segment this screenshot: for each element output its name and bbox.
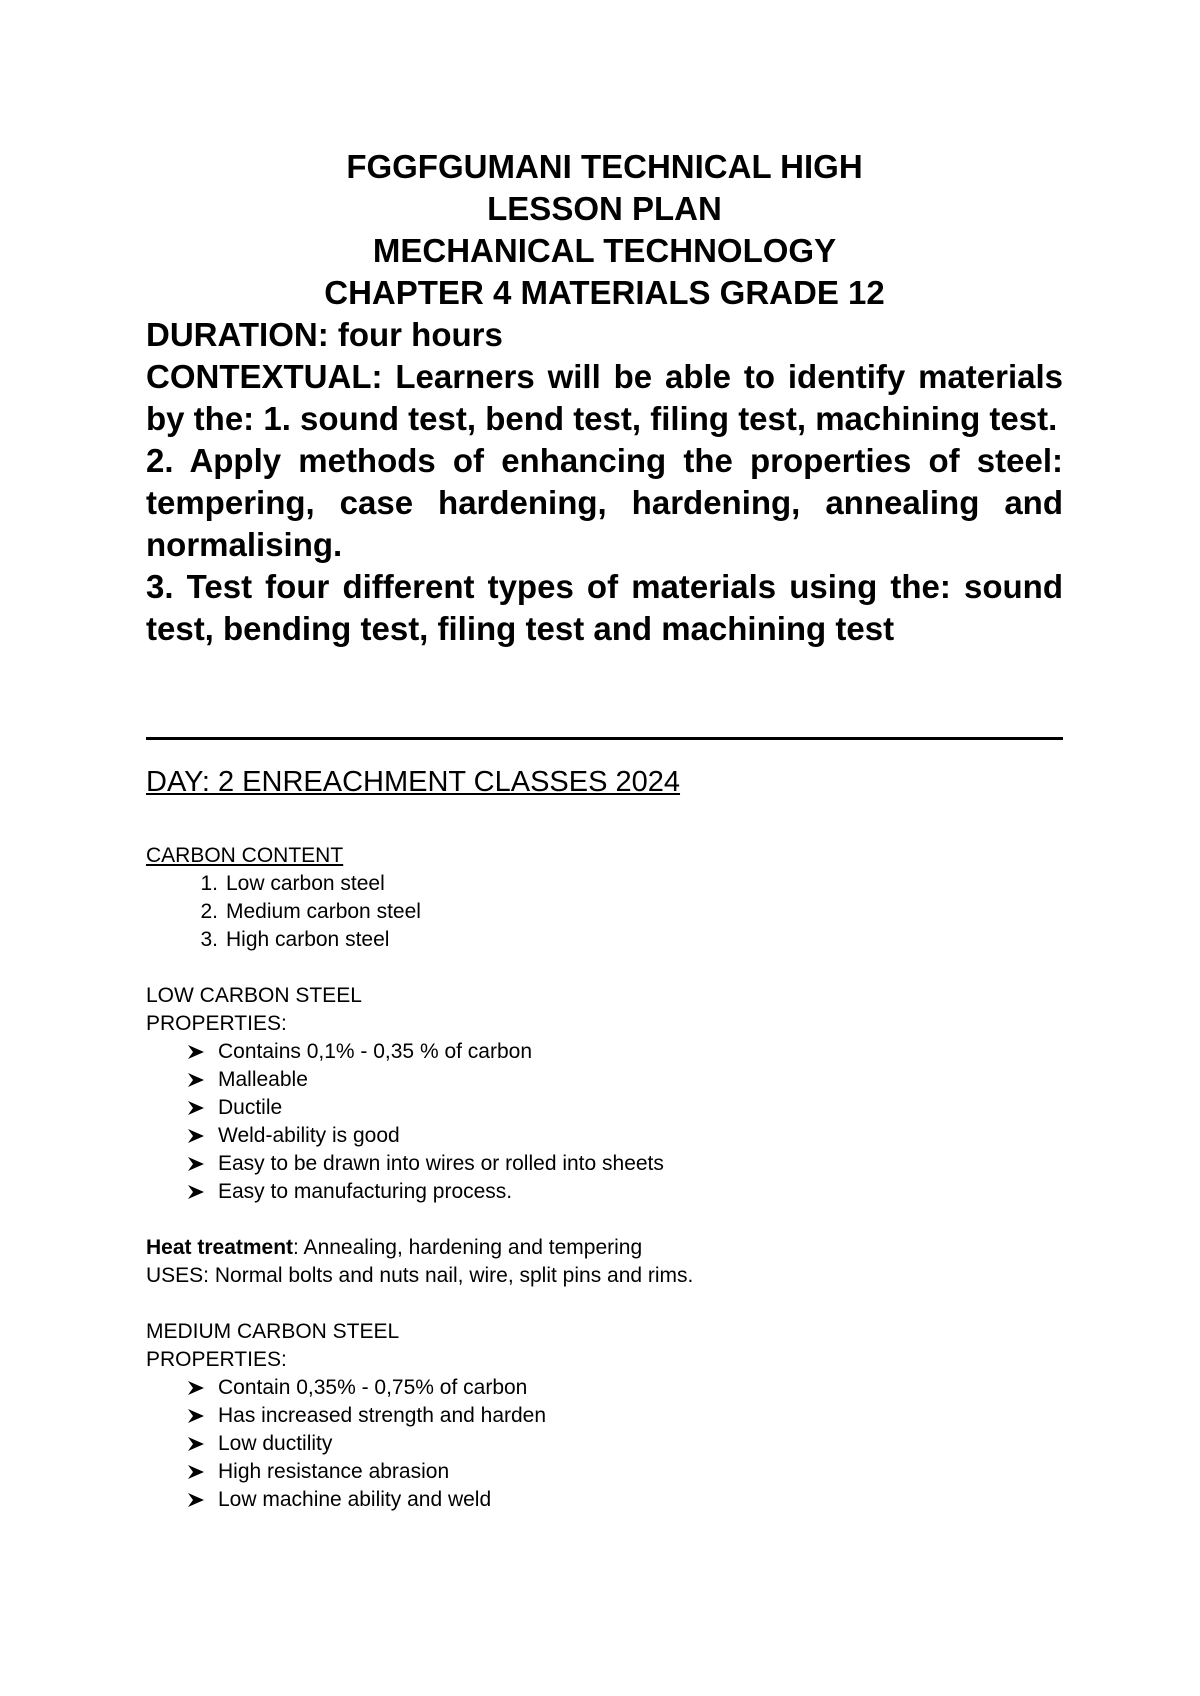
objective-2-text: 2. Apply methods of enhancing the properties of steel: tempering, case hardening, hardening, annealing and normalising. [146,442,1063,563]
arrow-bullet-icon [184,1150,218,1178]
heat-treatment-label: Heat treatment [146,1236,294,1259]
list-item: Has increased strength and harden [146,1402,1063,1430]
arrow-bullet-icon [184,1038,218,1066]
arrow-bullet-icon [184,1430,218,1458]
horizontal-divider [146,737,1063,740]
list-item: Ductile [146,1094,1063,1122]
list-item: Contains 0,1% - 0,35 % of carbon [146,1038,1063,1066]
objective-3-text: 3. Test four different types of materials using the: sound test, bending test, filing test and machining test [146,568,1063,647]
list-item: Easy to manufacturing process. [146,1178,1063,1206]
day-heading: DAY: 2 ENREACHMENT CLASSES 2024 [146,766,681,798]
arrow-bullet-icon [184,1402,218,1430]
medium-carbon-heading: MEDIUM CARBON STEEL [146,1320,400,1343]
lesson-body [146,842,1063,1514]
duration-text: DURATION: four hours [146,316,503,353]
list-item: Weld-ability is good [146,1122,1063,1150]
arrow-bullet-icon [184,1458,218,1486]
heat-treatment-line [146,1234,1063,1262]
arrow-bullet-icon [184,1374,218,1402]
list-item: Contain 0,35% - 0,75% of carbon [146,1374,1063,1402]
intro-block [146,314,1063,650]
low-carbon-heading: LOW CARBON STEEL [146,984,362,1007]
list-item: Malleable [146,1066,1063,1094]
carbon-content-heading: CARBON CONTENT [146,844,344,867]
arrow-bullet-icon [184,1486,218,1514]
uses-line: USES: Normal bolts and nuts nail, wire, split pins and rims. [146,1264,694,1287]
arrow-bullet-icon [184,1066,218,1094]
arrow-bullet-icon [184,1178,218,1206]
arrow-bullet-icon [184,1122,218,1150]
contextual-text: CONTEXTUAL: Learners will be able to identify materials by the: 1. sound test, bend test, filing test, machining test. [146,358,1063,437]
list-item: 2. Medium carbon steel [200,900,421,923]
low-carbon-properties-label: PROPERTIES: [146,1012,287,1035]
arrow-bullet-icon [184,1094,218,1122]
subject-title: MECHANICAL TECHNOLOGY [372,232,837,269]
list-item: Low ductility [146,1430,1063,1458]
list-item: Easy to be drawn into wires or rolled into sheets [146,1150,1063,1178]
list-item: Low machine ability and weld [146,1486,1063,1514]
school-name: FGGFGUMANI TECHNICAL HIGH [346,148,863,185]
document-header [146,146,1063,314]
document-type: LESSON PLAN [487,190,722,227]
chapter-title: CHAPTER 4 MATERIALS GRADE 12 [324,274,885,311]
list-item: 1. Low carbon steel [200,872,385,895]
heat-treatment-text: : Annealing, hardening and tempering [293,1236,643,1259]
medium-carbon-properties-label: PROPERTIES: [146,1348,287,1371]
list-item: High resistance abrasion [146,1458,1063,1486]
list-item: 3. High carbon steel [200,928,390,951]
